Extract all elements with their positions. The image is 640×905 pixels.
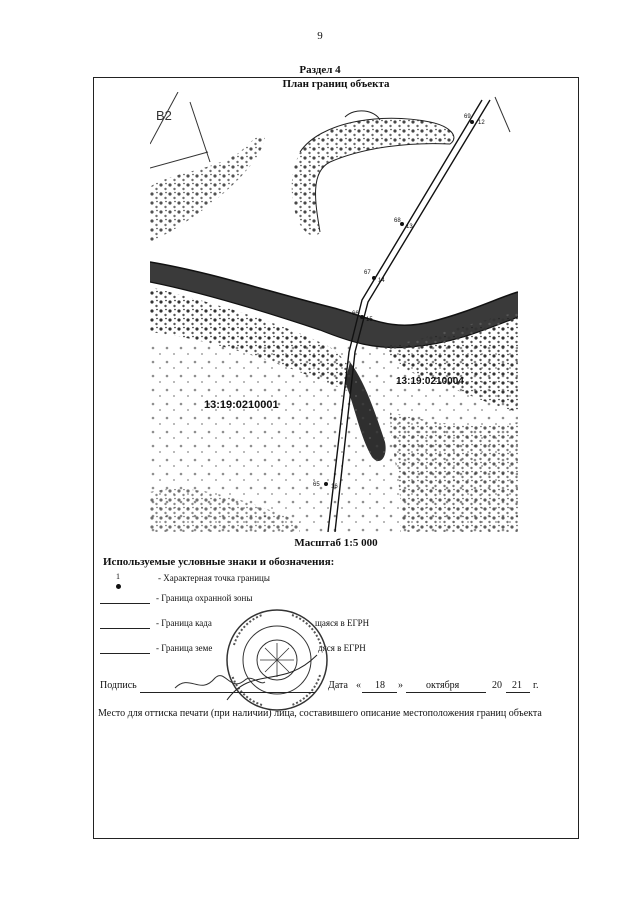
year-line — [506, 692, 530, 693]
legend-text-land-tail: дяся в ЕГРН — [318, 643, 366, 653]
guard-zone-line-icon — [100, 603, 150, 604]
handwritten-signature — [170, 668, 270, 698]
date-day: 18 — [375, 680, 385, 691]
legend-text-cadastral-tail: щаяся в ЕГРН — [315, 618, 370, 628]
signature-label: Подпись — [100, 680, 137, 691]
map-scale: Масштаб 1:5 000 — [294, 537, 378, 549]
legend-text-land: - Граница земе — [156, 643, 213, 653]
boundary-map — [150, 92, 518, 532]
point-label-65: 65 — [313, 482, 320, 488]
date-quote-close: » — [398, 680, 403, 691]
legend-title: Используемые условные знаки и обозначения: — [103, 556, 335, 568]
date-month: октября — [426, 680, 460, 691]
plan-title: План границ объекта — [282, 78, 390, 90]
date-quote-open: « — [356, 680, 361, 691]
point-label-67: 67 — [364, 270, 371, 276]
date-label: Дата — [328, 680, 348, 691]
seal-place-note: Место для оттиска печати (при наличии) лица, составившего описание местоположения границ объекта — [98, 708, 542, 719]
day-line — [362, 692, 397, 693]
cadastral-quarter-right: 13:19:0210004 — [396, 376, 464, 387]
cadastral-line-icon — [100, 628, 150, 629]
point-num-12: 12 — [478, 120, 485, 126]
point-num-14: 14 — [378, 278, 385, 284]
official-stamp — [222, 605, 332, 715]
section-title: Раздел 4 — [299, 64, 341, 76]
legend-text-guard-zone: - Граница охранной зоны — [156, 593, 253, 603]
cadastral-quarter-left: 13:19:0210001 — [204, 399, 279, 411]
point-label-68: 68 — [394, 218, 401, 224]
date-year-unit: г. — [533, 680, 539, 691]
date-year-suffix: 21 — [512, 680, 522, 691]
block-label: В2 — [156, 108, 172, 123]
date-year-prefix: 20 — [492, 680, 502, 691]
page-number: 9 — [317, 30, 323, 42]
legend-text-cadastral: - Граница када — [156, 618, 212, 628]
point-label-69: 69 — [464, 114, 471, 120]
point-num-16: 16 — [331, 484, 338, 490]
legend-text-point: - Характерная точка границы — [158, 573, 270, 583]
signature-row — [100, 680, 570, 696]
point-number: 1 — [116, 572, 120, 581]
point-label-66: 66 — [352, 311, 359, 317]
land-line-icon — [100, 653, 150, 654]
point-num-13: 13 — [406, 224, 413, 230]
point-num-15: 15 — [366, 317, 373, 323]
month-line — [406, 692, 486, 693]
point-dot-icon — [116, 584, 121, 589]
